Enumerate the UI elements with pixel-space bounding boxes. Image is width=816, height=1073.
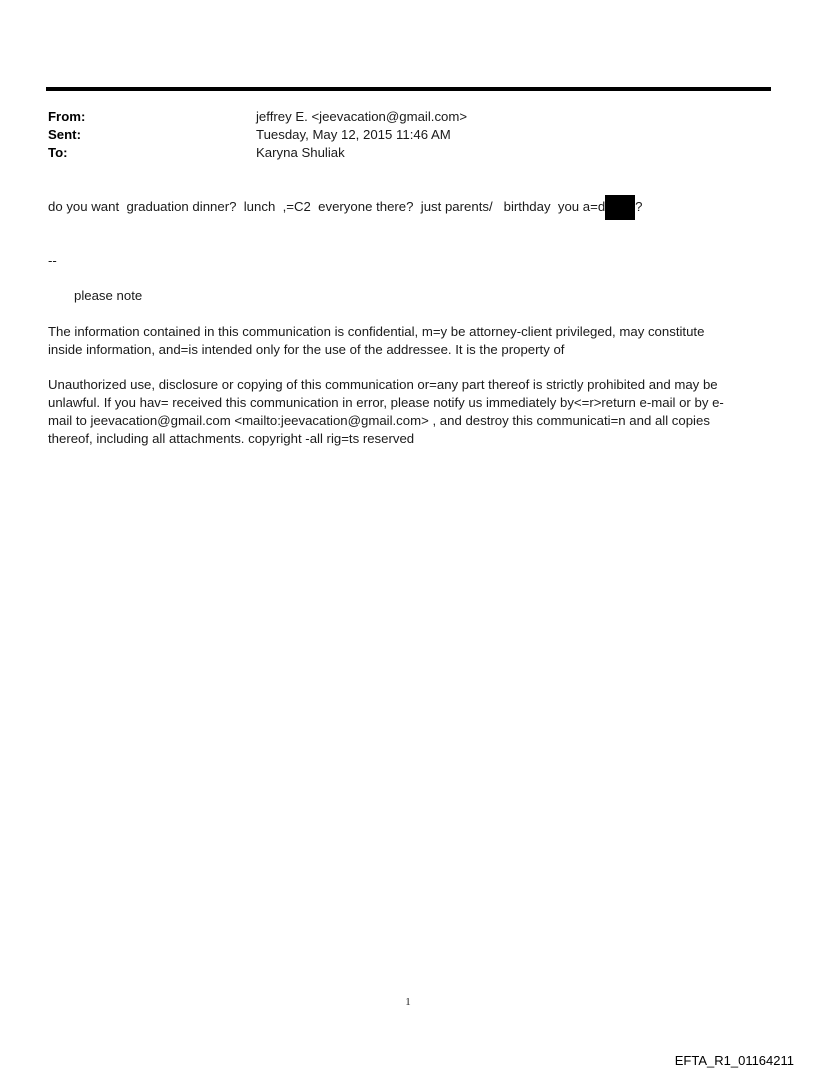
email-header [48, 108, 467, 162]
message-line [48, 198, 643, 220]
bates-number: EFTA_R1_01164211 [674, 1053, 794, 1068]
sent-row [48, 126, 467, 144]
from-label: From: [48, 109, 86, 124]
confidentiality-paragraph: The information contained in this communication is confidential, m=y be attorney-client privileged, may constitute inside information, and=is intended only for the use of the addressee. It is the property of [48, 324, 705, 357]
message-text: do you want graduation dinner? lunch ,=C2 everyone there? just parents/ birthday you a=d [48, 199, 606, 214]
redaction-box [605, 195, 635, 220]
unauthorized-use-paragraph: Unauthorized use, disclosure or copying of this communication or=any part thereof is strictly prohibited and may be unlawful. If you hav= received this communication in error, please notify us immediately by<=r>return e-mail or by e- mail to jeevacation@gmail.com <mailto:jeevacation@gmail.com> , and destroy this communicati=n and all copies thereof, including all attachments. copyright -all rig=ts reserved [48, 377, 724, 446]
to-row [48, 144, 467, 162]
to-value: Karyna Shuliak [256, 145, 345, 160]
from-row [48, 108, 467, 126]
page-number: 1 [405, 996, 411, 1008]
signature-separator: -- [48, 253, 57, 268]
sent-value: Tuesday, May 12, 2015 11:46 AM [256, 127, 451, 142]
sent-label: Sent: [48, 127, 81, 142]
from-value: jeffrey E. <jeevacation@gmail.com> [256, 109, 468, 124]
to-label: To: [48, 145, 68, 160]
message-end: ? [635, 199, 643, 214]
header-divider [46, 87, 771, 91]
please-note-text: please note [74, 288, 143, 303]
